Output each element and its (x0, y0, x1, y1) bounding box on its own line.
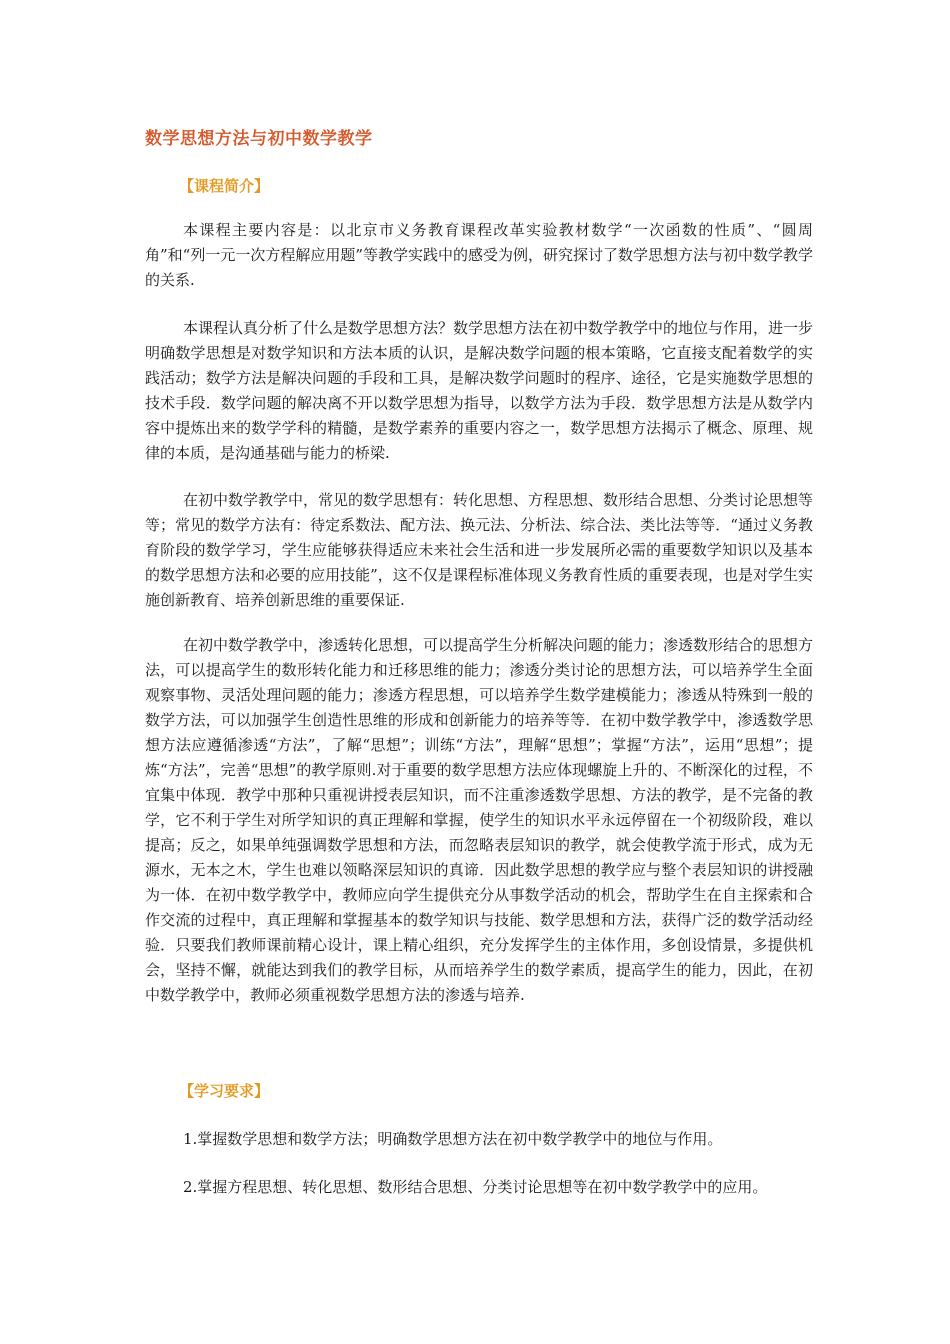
paragraph: 本课程主要内容是：以北京市义务教育课程改革实验教材数学“一次函数的性质”、“圆周角”和“列一元一次方程解应用题”等教学实践中的感受为例，研究探讨了数学思想方法与初中数学教学的关系. (145, 221, 814, 289)
paragraph: 在初中数学教学中，渗透转化思想，可以提高学生分析解决问题的能力；渗透数形结合的思想方法，可以提高学生的数形转化能力和迁移思维的能力；渗透分类讨论的思想方法，可以培养学生全面观察事物、灵活处理问题的能力；渗透方程思想，可以培养学生数学建模能力；渗透从特殊到一般的数学方法，可以加强学生创造性思维的形成和创新能力的培养等等．在初中数学教学中，渗透数学思想方法应遵循渗透“方法”，了解“思想”；训练“方法”，理解“思想”；掌握“方法”，运用“思想”；提炼“方法”，完善“思想”的教学原则.对于重要的数学思想方法应体现螺旋上升的、不断深化的过程，不宜集中体现．教学中那种只重视讲授表层知识，而不注重渗透数学思想、方法的教学，是不完备的教学，它不利于学生对所学知识的真正理解和掌握，使学生的知识水平永远停留在一个初级阶段，难以提高；反之，如果单纯强调数学思想和方法，而忽略表层知识的教学，就会使教学流于形式，成为无源水，无本之木，学生也难以领略深层知识的真谛．因此数学思想的教学应与整个表层知识的讲授融为一体．在初中数学教学中，教师应向学生提供充分从事数学活动的机会，帮助学生在自主探索和合作交流的过程中，真正理解和掌握基本的数学知识与技能、数学思想和方法，获得广泛的数学活动经验．只要我们教师课前精心设计，课上精心组织，充分发挥学生的主体作用，多创设情景，多提供机会，坚持不懈，就能达到我们的教学目标，从而培养学生的数学素质，提高学生的能力，因此，在初中数学教学中，教师必须重视数学思想方法的渗透与培养. (145, 636, 814, 1004)
section-heading-intro: 【课程简介】 (179, 177, 270, 195)
document-title: 数学思想方法与初中数学教学 (145, 129, 373, 149)
requirement-item: 2.掌握方程思想、转化思想、数形结合思想、分类讨论思想等在初中数学教学中的应用。 (183, 1178, 768, 1196)
requirement-item: 1.掌握数学思想和数学方法；明确数学思想方法在初中数学教学中的地位与作用。 (183, 1130, 723, 1148)
section-heading-requirements: 【学习要求】 (179, 1082, 270, 1100)
paragraph: 在初中数学教学中，常见的数学思想有：转化思想、方程思想、数形结合思想、分类讨论思想等等；常见的数学方法有：待定系数法、配方法、换元法、分析法、综合法、类比法等等．“通过义务教育阶段的数学学习，学生应能够获得适应未来社会生活和进一步发展所必需的重要数学知识以及基本的数学思想方法和必要的应用技能”，这不仅是课程标准体现义务教育性质的重要表现，也是对学生实施创新教育、培养创新思维的重要保证. (145, 491, 814, 609)
paragraph: 本课程认真分析了什么是数学思想方法？数学思想方法在初中数学教学中的地位与作用，进一步明确数学思想是对数学知识和方法本质的认识，是解决数学问题的根本策略，它直接支配着数学的实践活动；数学方法是解决问题的手段和工具，是解决数学问题时的程序、途径，它是实施数学思想的技术手段．数学问题的解决离不开以数学思想为指导，以数学方法为手段．数学思想方法是从数学内容中提炼出来的数学学科的精髓，是数学素养的重要内容之一，数学思想方法揭示了概念、原理、规律的本质，是沟通基础与能力的桥梁. (145, 319, 814, 462)
